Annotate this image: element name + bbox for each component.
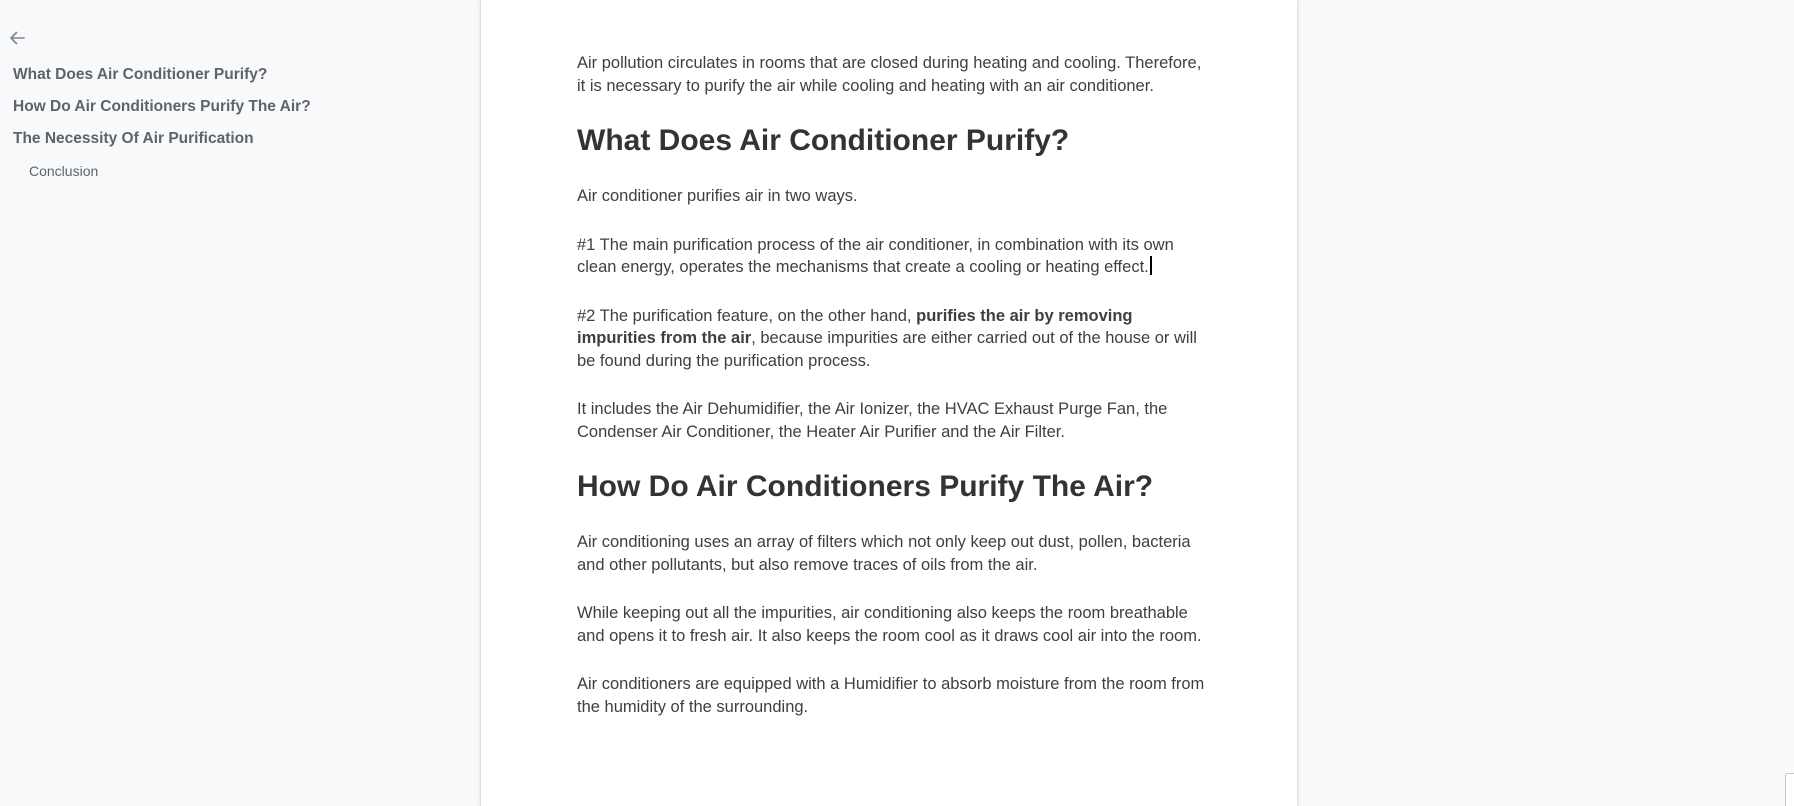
heading-how-do[interactable]: How Do Air Conditioners Purify The Air? <box>577 470 1154 503</box>
paragraph-first-way-text[interactable]: #1 The main purification process of the air conditioner, in combination with its own clean energy, operates the mechanisms that create a cooling or heating effect. <box>577 235 1174 276</box>
outline-item-conclusion[interactable]: Conclusion <box>29 163 99 179</box>
paragraph-first-way[interactable] <box>577 234 1207 279</box>
paragraph-keeping-out[interactable]: While keeping out all the impurities, air conditioning also keeps the room breathable and opens it to fresh air. It also keeps the room cool as it draws cool air into the room. <box>577 604 1202 645</box>
paragraph-second-bold[interactable]: purifies the air by removing impurities from the air <box>577 306 1133 347</box>
text-cursor <box>1150 256 1152 275</box>
paragraph-second-start[interactable]: #2 The purification feature, on the other hand, <box>577 306 917 325</box>
paragraph-intro[interactable]: Air pollution circulates in rooms that are closed during heating and cooling. Therefore, it is necessary to purify the air while cooling and heating with an air conditioner. <box>577 54 1202 95</box>
paragraph-humidifier[interactable]: Air conditioners are equipped with a Humidifier to absorb moisture from the room from the humidity of the surrounding. <box>577 675 1205 716</box>
document-body[interactable] <box>577 52 1207 744</box>
arrow-left-icon <box>8 29 26 47</box>
paragraph-second-way[interactable] <box>577 305 1207 373</box>
document-outline-panel <box>0 0 470 806</box>
outline-item-what-does[interactable]: What Does Air Conditioner Purify? <box>13 66 268 83</box>
heading-what-does[interactable]: What Does Air Conditioner Purify? <box>577 124 1070 157</box>
paragraph-two-ways[interactable]: Air conditioner purifies air in two ways. <box>577 187 858 205</box>
outline-item-how-do[interactable]: How Do Air Conditioners Purify The Air? <box>13 98 311 115</box>
outline-back-button[interactable] <box>6 27 28 49</box>
paragraph-includes[interactable]: It includes the Air Dehumidifier, the Air Ionizer, the HVAC Exhaust Purge Fan, the Condenser Air Conditioner, the Heater Air Purifier and the Air Filter. <box>577 400 1168 441</box>
paragraph-filters[interactable]: Air conditioning uses an array of filters which not only keep out dust, pollen, bacteria and other pollutants, but also remove traces of oils from the air. <box>577 533 1191 574</box>
scrollbar-corner[interactable] <box>1785 773 1794 806</box>
document-page[interactable] <box>480 0 1298 806</box>
outline-item-necessity[interactable]: The Necessity Of Air Purification <box>13 130 254 147</box>
paragraph-second-end[interactable]: , because impurities are either carried out of the house or will be found during the purification process. <box>577 329 1197 370</box>
